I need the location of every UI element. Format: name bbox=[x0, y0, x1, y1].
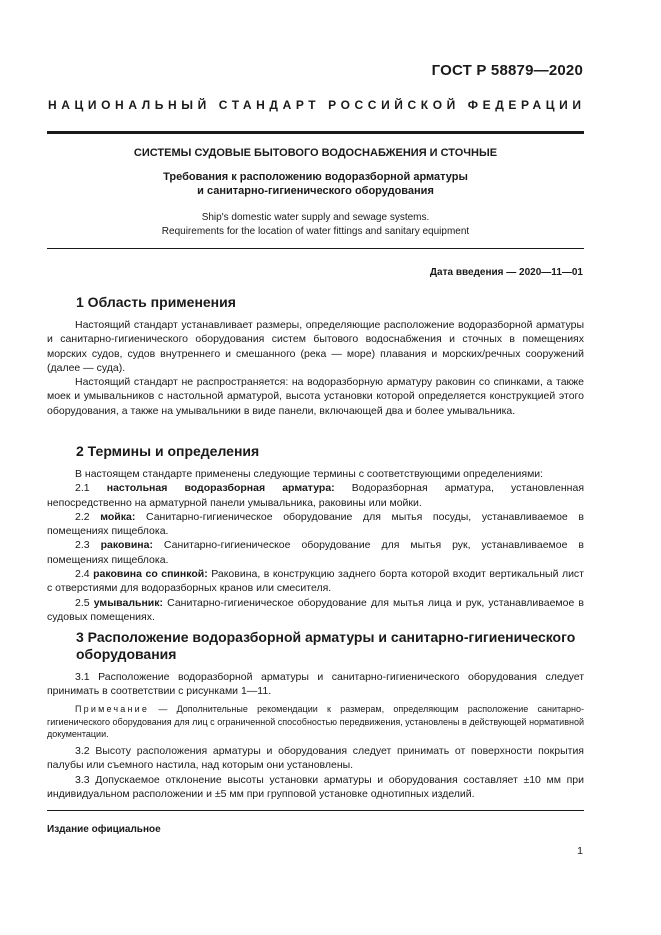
section-1-paragraph-1: Настоящий стандарт устанавливает размеры, определяющие расположение водоразборной арматуры и санитарно-гигиенического оборудования систем бытового водоснабжения и сточных в помещениях морских судов, судов внутреннего и смешанного (река — море) плавания и морских/речных сооружений (далее — суда). bbox=[47, 319, 584, 374]
section-2-body bbox=[47, 467, 584, 624]
section-1-paragraph-2: Настоящий стандарт не распространяется: на водоразборную арматуру раковин со спинками, а также моек и умывальников с настольной арматурой, высота установки которой определяется конструкцией этого оборудования, а также на умывальники в виде панели, включающей два и более умывальника. bbox=[47, 376, 584, 417]
document-subtitle bbox=[47, 170, 584, 198]
term-definition: Санитарно-гигиеническое оборудование для мытья лица и рук, устанавливаемое в судовых помещениях. bbox=[47, 596, 585, 623]
term-name: настольная водоразборная арматура: bbox=[106, 482, 335, 495]
term-definition: Санитарно-гигиеническое оборудование для мытья рук, устанавливаемое в помещениях пищеблока. bbox=[47, 539, 584, 566]
term-2-1 bbox=[47, 481, 584, 510]
section-3-paragraph-2: 3.2 Высоту расположения арматуры и оборудования следует принимать от поверхности покрытия палубы или съемного настила, над которым они установлены. bbox=[47, 745, 584, 772]
section-3-paragraph-1: 3.1 Расположение водоразборной арматуры и санитарно-гигиенического оборудования следует принимать в соответствии с рисунками 1—11. bbox=[47, 671, 584, 698]
term-number: 2.1 bbox=[75, 482, 90, 495]
note-paragraph bbox=[47, 703, 584, 741]
section-3-heading: 3 Расположение водоразборной арматуры и санитарно-гигиенического оборудования bbox=[76, 629, 576, 662]
term-definition: Санитарно-гигиеническое оборудование для мытья посуды, устанавливаемое в помещениях пищеблока. bbox=[47, 510, 584, 538]
term-2-5 bbox=[47, 596, 584, 625]
introduction-date: Дата введения — 2020—11—01 bbox=[429, 267, 583, 278]
section-1-body bbox=[47, 318, 584, 418]
term-number: 2.2 bbox=[75, 510, 90, 523]
section-3-note bbox=[47, 703, 584, 741]
document-title: СИСТЕМЫ СУДОВЫЕ БЫТОВОГО ВОДОСНАБЖЕНИЯ И СТОЧНЫЕ bbox=[133, 147, 498, 159]
english-title-line-2: Requirements for the location of water fittings and sanitary equipment bbox=[161, 226, 470, 237]
term-2-3 bbox=[47, 538, 584, 567]
note-label: Примечание bbox=[75, 704, 150, 714]
term-number: 2.5 bbox=[75, 596, 90, 609]
section-2-heading: 2 Термины и определения bbox=[76, 443, 260, 459]
header-divider bbox=[47, 131, 584, 134]
gost-number: ГОСТ Р 58879—2020 bbox=[431, 62, 583, 79]
term-number: 2.4 bbox=[75, 568, 90, 581]
title-divider bbox=[47, 248, 584, 249]
page-number: 1 bbox=[577, 845, 583, 857]
term-name: раковина: bbox=[100, 539, 153, 552]
term-2-2 bbox=[47, 510, 584, 539]
subtitle-line-2: и санитарно-гигиенического оборудования bbox=[197, 185, 434, 197]
term-name: раковина со спинкой: bbox=[93, 568, 208, 581]
term-definition: Водоразборная арматура, установленная непосредственно на арматурной панели умывальника, раковины или мойки. bbox=[47, 482, 585, 509]
section-3-paragraph-3: 3.3 Допускаемое отклонение высоты установки арматуры и оборудования составляет ±10 мм при индивидуальном расположении и ±5 мм при групповой установке однотипных изделий. bbox=[47, 773, 584, 800]
term-2-4 bbox=[47, 567, 584, 596]
section-2-intro: В настоящем стандарте применены следующие термины с соответствующими определениями: bbox=[75, 468, 544, 480]
official-edition-label: Издание официальное bbox=[47, 824, 161, 835]
section-3-body-continued bbox=[47, 744, 584, 801]
term-number: 2.3 bbox=[75, 539, 90, 552]
english-title bbox=[47, 211, 584, 239]
term-name: умывальник: bbox=[93, 596, 163, 609]
footer-divider bbox=[47, 810, 584, 811]
note-text: — Дополнительные рекомендации к размерам, определяющим расположение санитарно-гигиенического оборудования для лиц с ограниченной способностью передвижения, установлены в действующей нормативной документации. bbox=[47, 704, 584, 740]
subtitle-line-1: Требования к расположению водоразборной арматуры bbox=[163, 171, 468, 183]
term-name: мойка: bbox=[100, 510, 136, 523]
term-definition: Раковина, в конструкцию заднего борта которой входит вертикальный лист с отверстиями для водоразборных кранов или смесителя. bbox=[47, 568, 584, 595]
english-title-line-1: Ship's domestic water supply and sewage systems. bbox=[201, 212, 430, 223]
section-3-body bbox=[47, 670, 584, 699]
national-standard-banner: НАЦИОНАЛЬНЫЙ СТАНДАРТ РОССИЙСКОЙ ФЕДЕРАЦИИ bbox=[48, 98, 586, 112]
section-1-heading: 1 Область применения bbox=[76, 294, 236, 310]
